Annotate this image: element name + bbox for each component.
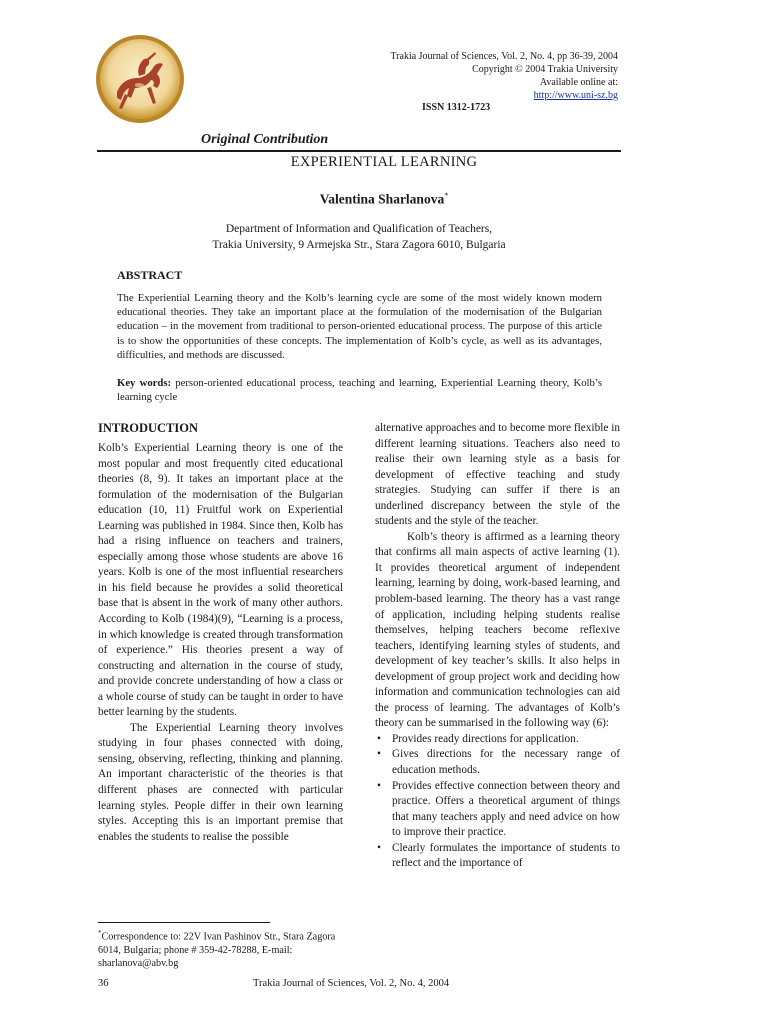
introduction-heading: INTRODUCTION: [98, 421, 199, 435]
intro-paragraph-4: Kolb’s theory is affirmed as a learning theory that confirms all main aspects of active learning (1). It provides theoretical argument of independent learning, learning by doing, work-based learning, and problem-based learning. The theory has a vast range of application, including helping students realise themselves, helping teachers become reflexive teachers, identifying learning styles of students, and development of key teacher’s skills. It also helps in development of group project work and deciding how information and communication technologies can aid the process of learning. The advantages of Kolb’s theory can be summarised in the following way (6):: [375, 530, 620, 730]
journal-url-link[interactable]: http://www.uni-sz.bg: [533, 90, 618, 101]
bullet-icon: •: [377, 779, 381, 792]
list-item: • Provides ready directions for application.: [375, 732, 620, 748]
keywords: [117, 376, 602, 404]
intro-paragraph-1: Kolb’s Experiential Learning theory is one of the most popular and most frequently cited educational theories (8, 9). It takes an important place at the formulation of the modernisation of the Bulgarian education (10, 11) Fruitful work on Experiential Learning was published in 1984. Since then, Kolb has had a rising influence on teachers and trainers, especially among those whose students are above 16 years. Kolb is one of the most influential researchers in his field because he provides a solid theoretical base that is absent in the work of many other authors. According to Kolb (1984)(9), “Learning is a process, in which knowledge is created through transformation of experience.” His theories present a way of constructing and alternation in the course of study, and provide concrete understanding of how a class or a whole course of study can be taught in order to have better learning by the students.: [98, 442, 343, 719]
left-column: [98, 441, 343, 845]
keywords-text: person-oriented educational process, teaching and learning, Experiential Learning theory, Kolb’s learning cycle: [117, 377, 602, 404]
affiliation-line-2: Trakia University, 9 Armejska Str., Stara Zagora 6010, Bulgaria: [212, 239, 506, 251]
page-number: 36: [98, 978, 109, 989]
horseman-emblem-icon: [95, 34, 185, 124]
abstract-heading: ABSTRACT: [117, 268, 183, 282]
issn-label: ISSN 1312-1723: [422, 102, 491, 113]
footnote-text: Correspondence to: 22V Ivan Pashinov Str., Stara Zagora 6014, Bulgaria; phone # 359-42-78288, E-mail: sharlanova@abv.bg: [98, 931, 336, 970]
correspondence-footnote: [98, 927, 343, 971]
bullet-icon: •: [377, 748, 381, 761]
abstract-text: The Experiential Learning theory and the Kolb’s learning cycle are some of the most widely known modern educational theories. They take an important place at the formulation of the modernisation of the Bulgarian education – in the movement from traditional to person-oriented educational process. The purpose of this article is to show the opportunities of these concepts. The implementation of Kolb’s cycle, as well as its advantages, difficulties, and methods are discussed.: [117, 292, 602, 361]
author-footnote-mark: *: [444, 191, 449, 200]
bullet-icon: •: [377, 732, 381, 745]
author-name: Valentina Sharlanova: [319, 191, 445, 207]
list-item: • Gives directions for the necessary range of education methods.: [377, 748, 620, 777]
footnote-divider: [98, 922, 270, 923]
footer-citation: Trakia Journal of Sciences, Vol. 2, No. 4, 2004: [253, 978, 450, 989]
bullet-icon: •: [377, 841, 381, 854]
section-label: Original Contribution: [201, 132, 329, 147]
advantages-list: [375, 732, 620, 872]
list-item: • Clearly formulates the importance of students to reflect and the importance of: [377, 841, 620, 870]
available-online-label: Available online at:: [539, 77, 618, 88]
affiliation-line-1: Department of Information and Qualification of Teachers,: [225, 223, 493, 235]
journal-citation: Trakia Journal of Sciences, Vol. 2, No. 4, pp 36-39, 2004: [390, 51, 618, 62]
author-line: [0, 191, 768, 208]
intro-paragraph-2: The Experiential Learning theory involves studying in four phases connected with doing, sensing, observing, reflecting, thinking and planning. An important characteristic of the theories is that different phases are connected with particular learning styles. People differ in their own learning styles. Accepting this is an important premise that enables the students to realise the possible: [98, 721, 343, 843]
list-item: • Provides effective connection between theory and practice. Offers a theoretical argument of things that many teachers apply and need advice on how to improve their practice.: [377, 779, 620, 839]
keywords-label: Key words:: [117, 377, 172, 389]
header-divider: [97, 150, 621, 152]
footnote-mark: *: [98, 929, 102, 937]
intro-paragraph-3: alternative approaches and to become more flexible in different learning situations. Teachers also need to realise their own learning style as a basis for development of effective teaching and study strategies. Studying can suffer if there is an underlined discrepancy between the style of the students and the style of the teacher.: [375, 422, 620, 528]
article-title: EXPERIENTIAL LEARNING: [290, 154, 478, 170]
right-column: [375, 421, 620, 872]
copyright-line: Copyright © 2004 Trakia University: [472, 64, 618, 75]
